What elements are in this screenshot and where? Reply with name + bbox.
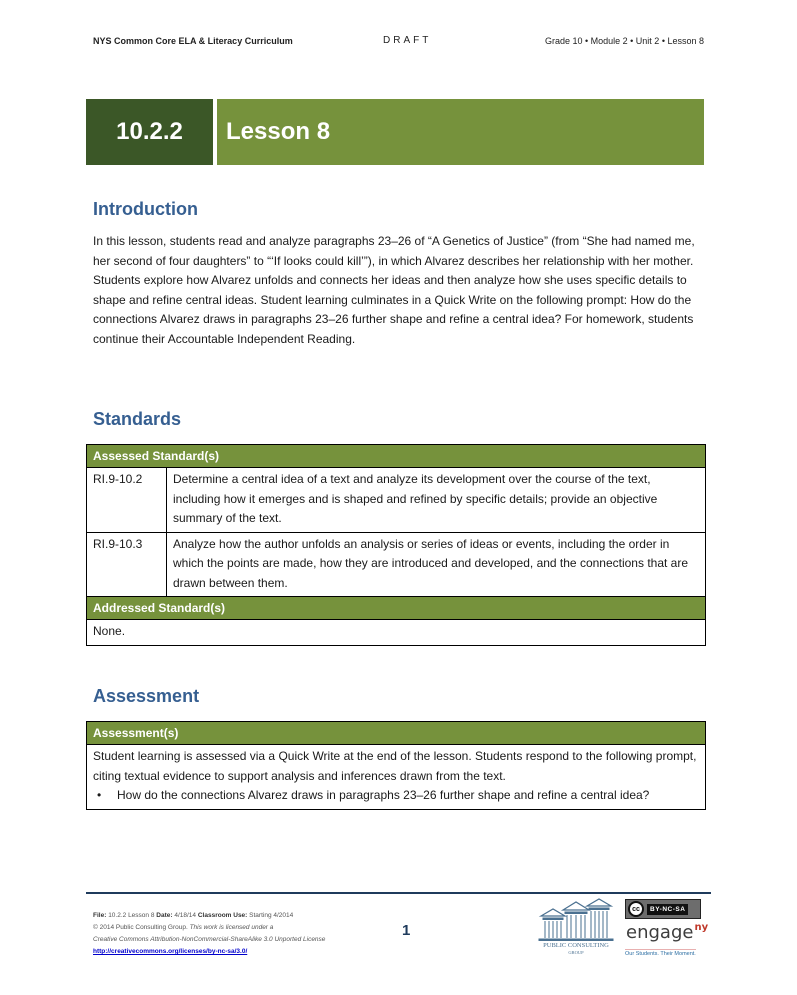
file-label: File: bbox=[93, 912, 107, 919]
draft-label: DRAFT bbox=[383, 35, 432, 46]
page-number: 1 bbox=[402, 922, 411, 939]
assessment-bullets bbox=[93, 786, 699, 806]
addressed-header-row bbox=[87, 597, 706, 620]
assessment-cell bbox=[87, 745, 706, 810]
assessment-prompt: • How do the connections Alvarez draws in paragraphs 23–26 further shape and refine a central idea? bbox=[117, 786, 699, 806]
standard-code: RI.9-10.3 bbox=[87, 532, 167, 597]
copyright: © 2014 Public Consulting Group. bbox=[93, 924, 188, 931]
assessment-text: Student learning is assessed via a Quick Write at the end of the lesson. Students respond to the following prompt, citing textual evidence to support analysis and inferences drawn from the text. bbox=[93, 749, 697, 783]
table-row bbox=[87, 745, 706, 810]
assessed-header-row bbox=[87, 445, 706, 468]
engageny-logo bbox=[626, 922, 708, 943]
engage-wordmark: engage bbox=[626, 922, 694, 943]
license-intro: This work is licensed under a bbox=[189, 924, 274, 931]
standards-heading: Standards bbox=[93, 409, 182, 429]
cc-terms: BY-NC-SA bbox=[647, 904, 688, 915]
lesson-number: 10.2.2 bbox=[86, 99, 213, 165]
table-row bbox=[87, 620, 706, 646]
pcg-name: PUBLIC CONSULTING bbox=[543, 942, 609, 949]
assessed-standards-header: Assessed Standard(s) bbox=[87, 445, 706, 468]
lesson-title: Lesson 8 bbox=[217, 99, 704, 165]
standards-table bbox=[86, 444, 706, 646]
date-value: 4/18/14 bbox=[174, 912, 197, 919]
standard-text: Analyze how the author unfolds an analysis or series of ideas or events, including the order in which the points are made, how they are introduced and developed, and the connections that are drawn between them. bbox=[167, 532, 706, 597]
addressed-standards-header: Addressed Standard(s) bbox=[87, 597, 706, 620]
date-label: Date: bbox=[156, 912, 173, 919]
engageny-tagline: Our Students. Their Moment. bbox=[625, 951, 696, 957]
cc-license-badge bbox=[625, 899, 701, 919]
assessment-table-header: Assessment(s) bbox=[87, 722, 706, 745]
assessment-heading: Assessment bbox=[93, 686, 200, 706]
classroom-use-value: Starting 4/2014 bbox=[249, 912, 294, 919]
assessment-header-row bbox=[87, 722, 706, 745]
pcg-logo bbox=[535, 896, 617, 958]
cc-icon: cc bbox=[628, 901, 644, 917]
curriculum-header: NYS Common Core ELA & Literacy Curriculum bbox=[93, 36, 293, 46]
standard-code: RI.9-10.2 bbox=[87, 468, 167, 533]
engage-ny: ny bbox=[694, 922, 709, 933]
license-link[interactable]: http://creativecommons.org/licenses/by-nc-sa/3.0/ bbox=[93, 948, 248, 955]
pcg-sub: GROUP bbox=[568, 950, 584, 955]
license-name: Creative Commons Attribution-NonCommercial-ShareAlike 3.0 Unported License bbox=[93, 936, 326, 943]
standard-text: Determine a central idea of a text and analyze its development over the course of the text, including how it emerges and is shaped and refined by specific details; provide an objective summary of the text. bbox=[167, 468, 706, 533]
introduction-heading: Introduction bbox=[93, 199, 198, 219]
table-row bbox=[87, 532, 706, 597]
title-bar bbox=[86, 99, 704, 165]
assessment-table bbox=[86, 721, 706, 810]
file-value: 10.2.2 Lesson 8 bbox=[108, 912, 155, 919]
footer-divider bbox=[86, 892, 711, 894]
addressed-standards-text: None. bbox=[87, 620, 706, 646]
footer-info bbox=[93, 910, 325, 958]
table-row bbox=[87, 468, 706, 533]
introduction-text: In this lesson, students read and analyze paragraphs 23–26 of “A Genetics of Justice” (from “She had named me, her second of four daughters” to “‘If looks could kill’”), in which Alvarez describes her relationship with her mother. Students explore how Alvarez unfolds and connects her ideas and then analyze how she uses specific details to shape and refine central ideas. Student learning culminates in a Quick Write on the following prompt: How do the connections Alvarez draws in paragraphs 23–26 further shape and refine a central idea? For homework, students continue their Accountable Independent Reading. bbox=[93, 234, 695, 346]
classroom-use-label: Classroom Use: bbox=[197, 912, 248, 919]
lesson-breadcrumb: Grade 10 • Module 2 • Unit 2 • Lesson 8 bbox=[544, 36, 704, 46]
